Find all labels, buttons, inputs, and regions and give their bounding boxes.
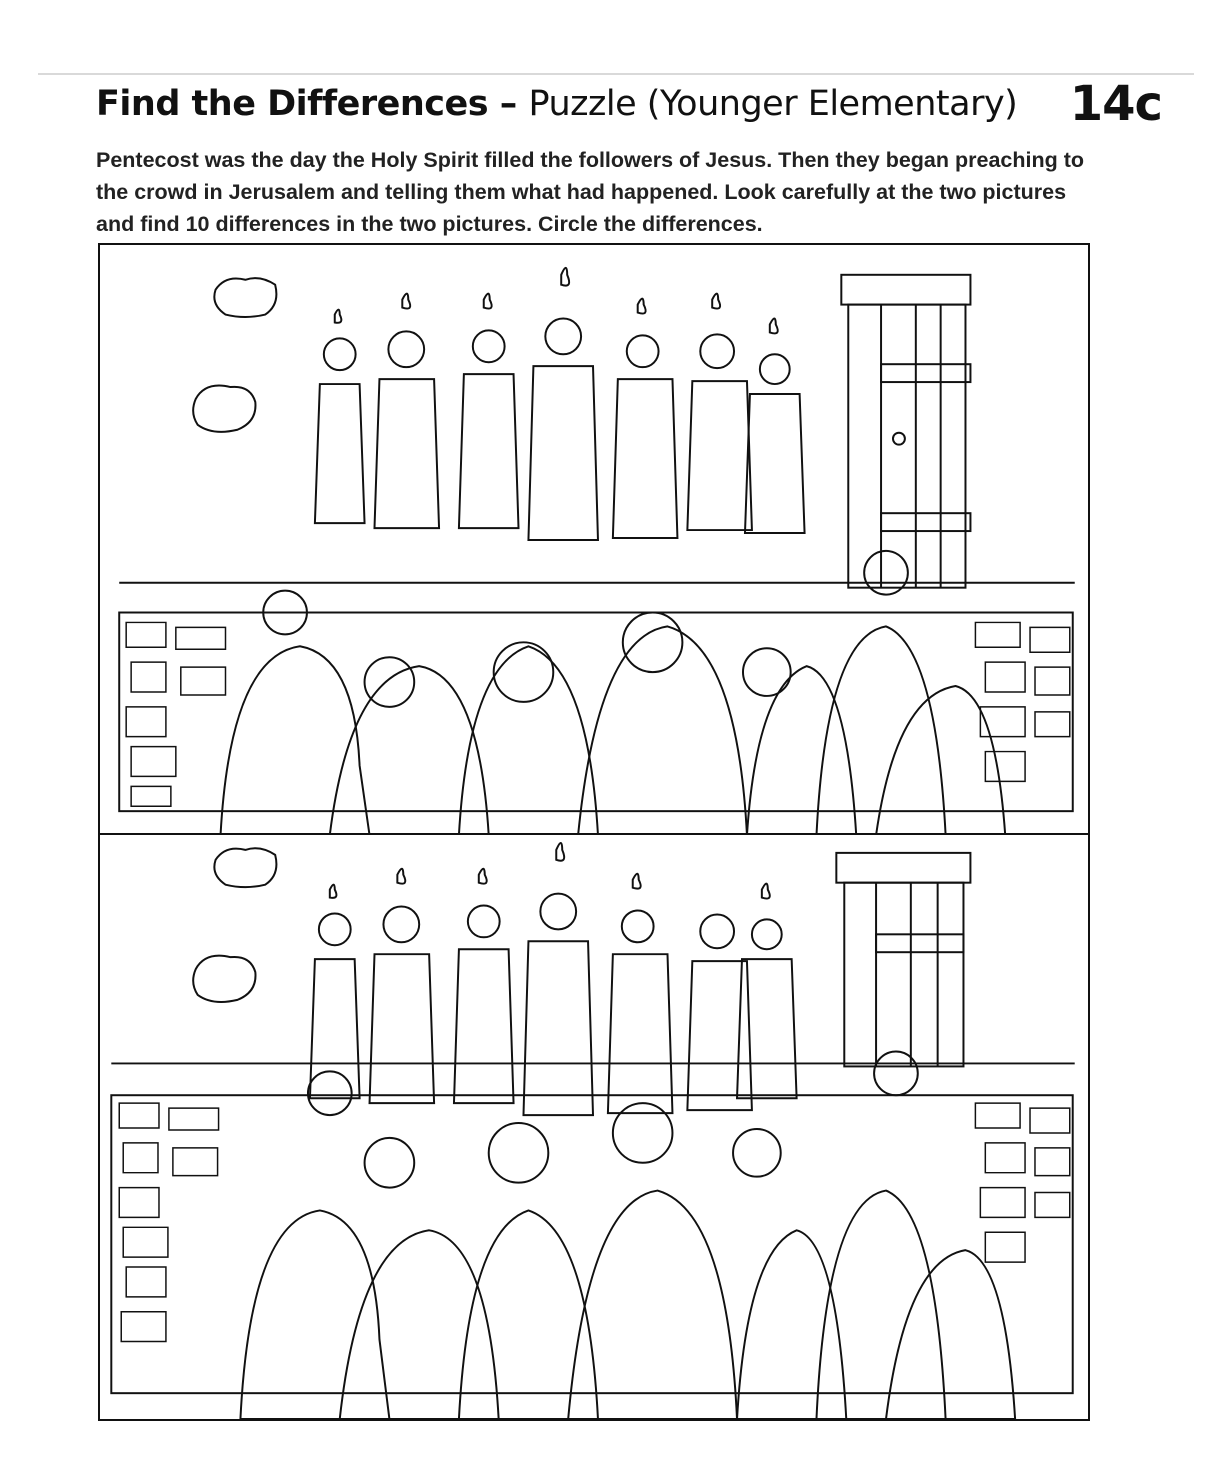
- scene-differences-illustration: [100, 835, 1088, 1419]
- brick-patch-icon: [193, 386, 255, 432]
- crowd-group: [221, 551, 1006, 835]
- scene-original-illustration: [100, 245, 1088, 835]
- door-lintel: [841, 275, 970, 305]
- picture-with-differences[interactable]: [98, 833, 1090, 1421]
- worksheet-title: [96, 80, 1017, 128]
- title-separator: –: [488, 84, 529, 124]
- instructions-text: Pentecost was the day the Holy Spirit filled the followers of Jesus. Then they began preaching to the crowd in Jerusalem and telling them what had happened. Look carefully at the two pictures and find 10 differences in the two pictures. Circle the differences.: [96, 148, 1084, 236]
- brick-patch-icon: [193, 956, 255, 1002]
- page-number: 14c: [1069, 76, 1162, 132]
- worksheet-header: [96, 76, 1166, 132]
- title-subtitle: Puzzle (Younger Elementary): [528, 84, 1018, 124]
- apostles-group: [310, 843, 797, 1115]
- brick-patch-icon: [214, 848, 276, 887]
- crowd-group: [240, 1052, 1015, 1419]
- door-icon: [848, 305, 965, 588]
- title-main: Find the Differences: [96, 84, 489, 124]
- brick-patch-icon: [214, 278, 276, 317]
- door-lintel: [836, 853, 970, 883]
- apostles-group: [315, 268, 805, 540]
- picture-original[interactable]: [98, 243, 1090, 837]
- door-icon: [844, 883, 963, 1067]
- top-divider: [38, 73, 1194, 75]
